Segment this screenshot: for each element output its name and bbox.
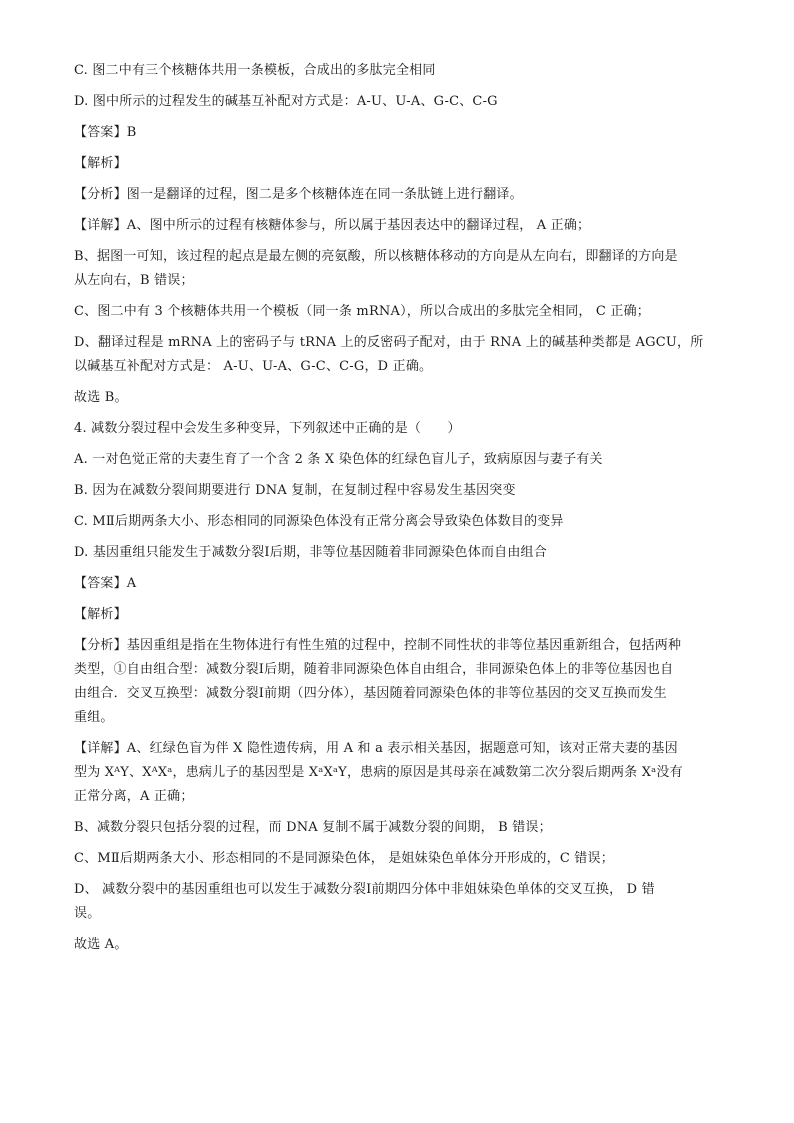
detail-c-q3: C、图二中有 3 个核糖体共用一个模板（同一条 mRNA），所以合成出的多肽完全相同， C 正确；: [74, 304, 651, 319]
detail-c-q4: C、MⅡ后期两条大小、形态相同的不是同源染色体， 是姐妹染色单体分开形成的，C 错误；: [74, 851, 614, 866]
analysis-q4-line4: 重组。: [74, 710, 114, 725]
conclusion-q4: 故选 A。: [74, 937, 128, 952]
option-d-q4: D. 基因重组只能发生于减数分裂Ⅰ后期，非等位基因随着非同源染色体而自由组合: [74, 545, 547, 560]
question-4: 4. 减数分裂过程中会发生多种变异，下列叙述中正确的是（ ）: [74, 421, 461, 436]
document-page: [74, 62, 724, 967]
option-c-q3: C. 图二中有三个核糖体共用一条模板，合成出的多肽完全相同: [74, 63, 436, 78]
option-c-q4: C. MⅡ后期两条大小、形态相同的同源染色体没有正常分离会导致染色体数目的变异: [74, 514, 564, 529]
detail-a-q4-line3: 正常分离，A 正确；: [74, 789, 194, 804]
detail-a-q4-line1: 【详解】A、红绿色盲为伴 X 隐性遗传病，用 A 和 a 表示相关基因，据题意可知，该对正常夫妻的基因: [74, 741, 678, 756]
detail-b-q3-line2: 从左向右，B 错误；: [74, 273, 194, 288]
detail-b-q4: B、减数分裂只包括分裂的过程，而 DNA 复制不属于减数分裂的间期， B 错误；: [74, 820, 552, 835]
detail-d-q4-line2: 误。: [74, 906, 101, 921]
answer-q3: 【答案】B: [74, 125, 137, 140]
analysis-q4-line1: 【分析】基因重组是指在生物体进行有性生殖的过程中，控制不同性状的非等位基因重新组合，包括两种: [74, 638, 682, 653]
detail-a-q4-line2: 型为 XᴬY、XᴬXᵃ，患病儿子的基因型是 XᵃXᵃY，患病的原因是其母亲在减数第二次分裂后期两条 Xᵃ没有: [74, 765, 683, 780]
analysis-heading-q4: 【解析】: [74, 607, 127, 622]
option-b-q4: B. 因为在减数分裂间期要进行 DNA 复制，在复制过程中容易发生基因突变: [74, 483, 516, 498]
analysis-q4-line2: 类型，①自由组合型：减数分裂Ⅰ后期，随着非同源染色体自由组合，非同源染色体上的非等位基因也自: [74, 662, 674, 677]
answer-q4: 【答案】A: [74, 576, 137, 591]
detail-d-q4-line1: D、 减数分裂中的基因重组也可以发生于减数分裂Ⅰ前期四分体中非姐妹染色单体的交叉互换， D 错: [74, 882, 655, 897]
detail-d-q3-line1: D、翻译过程是 mRNA 上的密码子与 tRNA 上的反密码子配对，由于 RNA 上的碱基种类都是 AGCU，所: [74, 335, 704, 350]
analysis-q4-line3: 由组合．交叉互换型：减数分裂Ⅰ前期（四分体），基因随着同源染色体的非等位基因的交叉互换而发生: [74, 686, 667, 701]
conclusion-q3: 故选 B。: [74, 390, 128, 405]
analysis-q3: 【分析】图一是翻译的过程，图二是多个核糖体连在同一条肽链上进行翻译。: [74, 187, 523, 202]
detail-d-q3-line2: 以碱基互补配对方式是： A-U、U-A、G-C、C-G，D 正确。: [74, 359, 433, 374]
detail-b-q3-line1: B、据图一可知，该过程的起点是最左侧的亮氨酸，所以核糖体移动的方向是从左向右，即翻译的方向是: [74, 249, 678, 264]
option-a-q4: A. 一对色觉正常的夫妻生育了一个含 2 条 X 染色体的红绿色盲儿子，致病原因与妻子有关: [74, 452, 603, 467]
option-d-q3: D. 图中所示的过程发生的碱基互补配对方式是：A-U、U-A、G-C、C-G: [74, 94, 498, 109]
detail-a-q3: 【详解】A、图中所示的过程有核糖体参与，所以属于基因表达中的翻译过程， A 正确；: [74, 218, 591, 233]
analysis-heading-q3: 【解析】: [74, 156, 127, 171]
